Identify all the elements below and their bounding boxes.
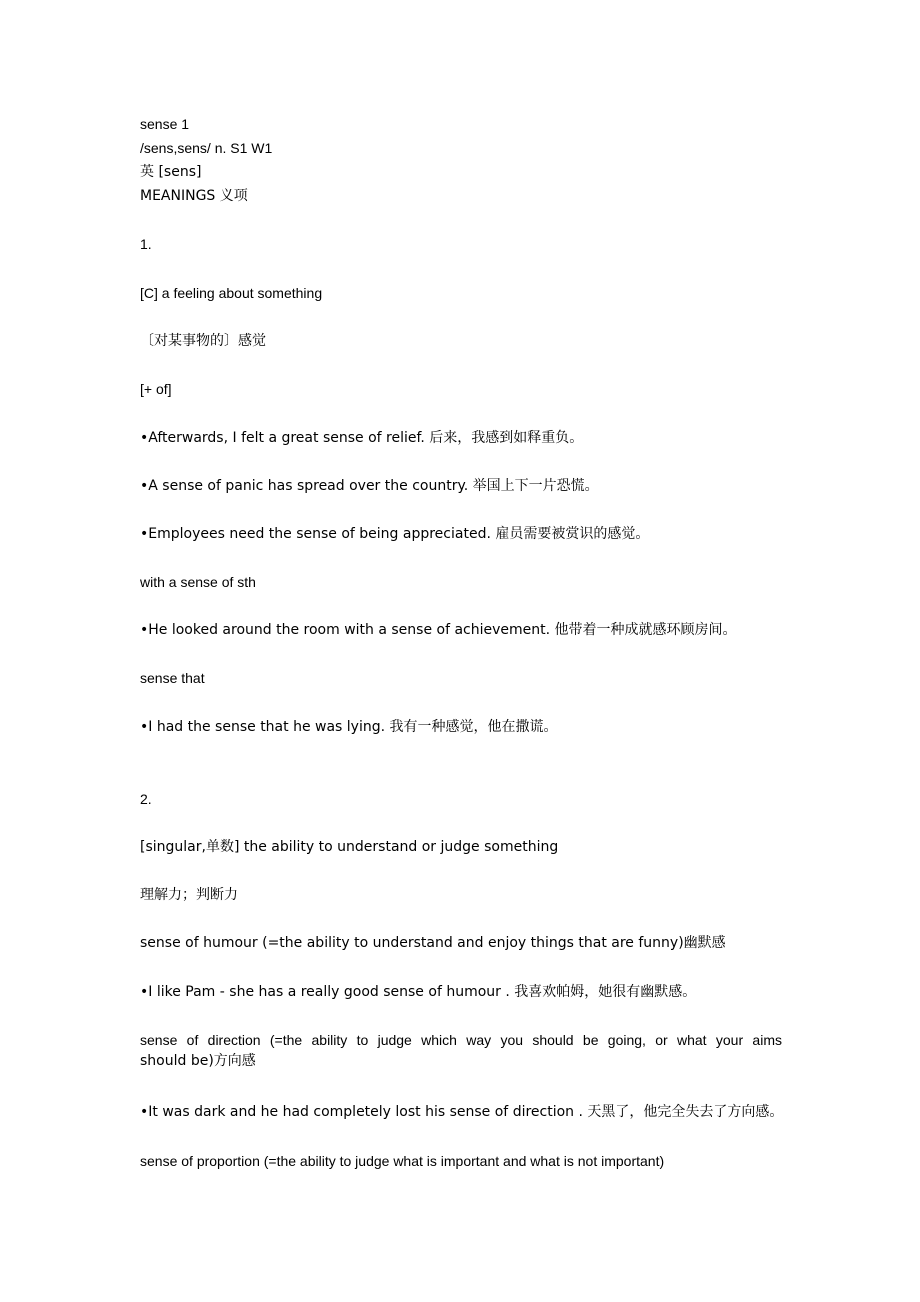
sense-1-grammar: [+ of] [140,381,172,397]
sense-2-example-1: •I like Pam - she has a really good sense of humour . 我喜欢帕姆，她很有幽默感。 [140,984,697,1000]
sense-2-definition: [singular,单数] the ability to understand or judge something [140,839,559,855]
direction-definition-line-2: should be)方向感 [140,1053,256,1069]
sense-1-definition: [C] a feeling about something [140,285,323,301]
sense-2-translation: 理解力；判断力 [140,887,238,903]
sense-1-example-5: •I had the sense that he was lying. 我有一种感觉，他在撒谎。 [140,719,558,735]
sense-2-example-2: •It was dark and he had completely lost his sense of direction . 天黑了，他完全失去了方向感。 [140,1104,784,1120]
direction-definition [140,1030,782,1071]
proportion-definition: sense of proportion (=the ability to judge what is important and what is not important) [140,1153,665,1169]
humour-definition: sense of humour (=the ability to understand and enjoy things that are funny)幽默感 [140,935,726,951]
direction-definition-line-1: sense of direction (=the ability to judge which way you should be going, or what your aims [140,1032,782,1048]
meanings-label: MEANINGS 义项 [140,188,248,204]
sense-1-example-1: •Afterwards, I felt a great sense of relief. 后来，我感到如释重负。 [140,430,584,446]
headword: sense 1 [140,116,190,132]
sense-1-number: 1. [140,236,152,252]
sense-1-pattern-1: with a sense of sth [140,574,256,590]
sense-1-example-2: •A sense of panic has spread over the country. 举国上下一片恐慌。 [140,478,599,494]
sense-1-translation: 〔对某事物的〕感觉 [140,333,266,349]
sense-1-example-4: •He looked around the room with a sense of achievement. 他带着一种成就感环顾房间。 [140,622,737,638]
sense-1-pattern-2: sense that [140,670,205,686]
sense-1-example-3: •Employees need the sense of being appreciated. 雇员需要被赏识的感觉。 [140,526,650,542]
sense-2-number: 2. [140,791,152,807]
uk-pronunciation: 英 [sens] [140,164,202,180]
pronunciation: /sens,sens/ n. S1 W1 [140,140,273,156]
